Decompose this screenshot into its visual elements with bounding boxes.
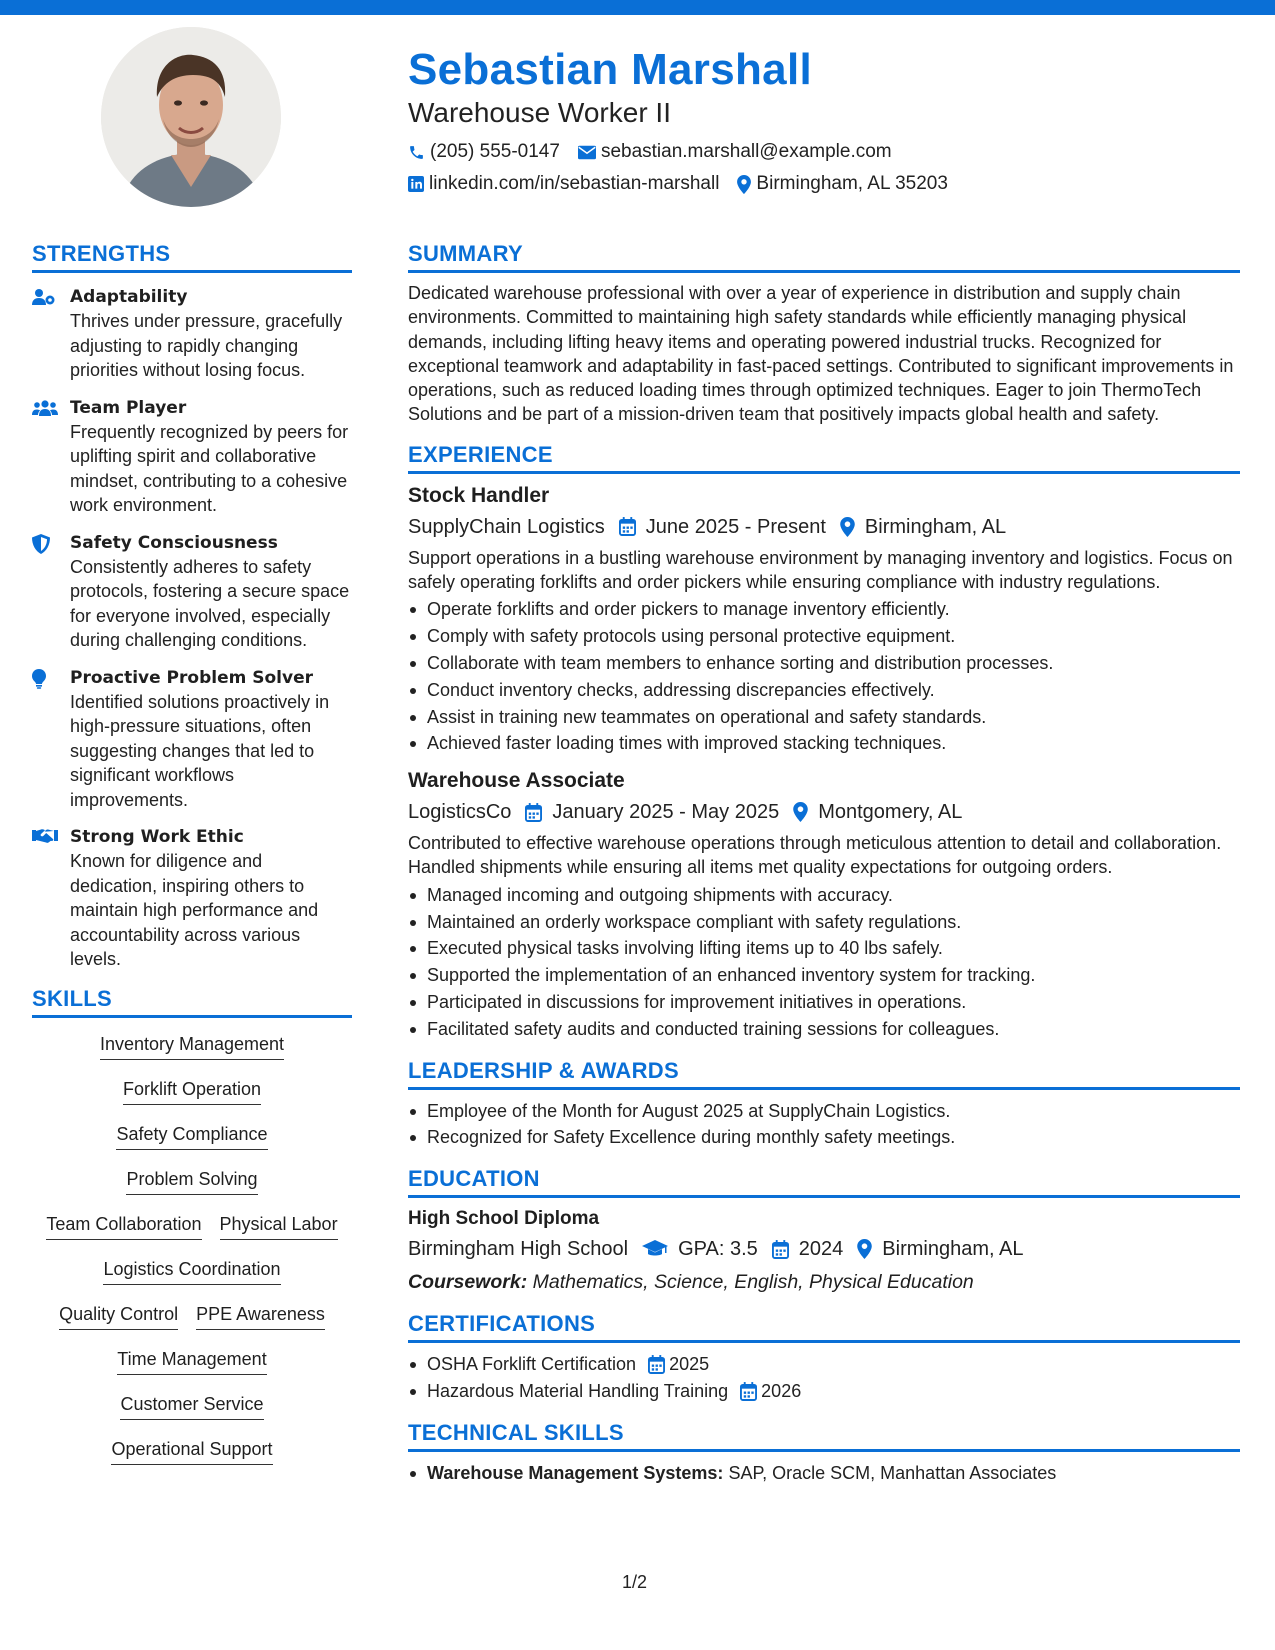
tech-skill-label: Warehouse Management Systems: xyxy=(427,1462,724,1483)
linkedin-contact[interactable] xyxy=(408,173,719,195)
awards-heading: LEADERSHIP & AWARDS xyxy=(408,1057,1240,1090)
linkedin-text: linkedin.com/in/sebastian-marshall xyxy=(429,173,720,194)
calendar-icon xyxy=(525,803,542,822)
education-meta xyxy=(408,1234,1240,1264)
certifications-list xyxy=(408,1351,1240,1405)
job-location-text: Birmingham, AL xyxy=(864,515,1007,538)
location-text: Birmingham, AL 35203 xyxy=(756,173,948,194)
users-icon xyxy=(32,396,70,518)
job-position: Warehouse Associate xyxy=(408,769,625,793)
technical-skills-heading: TECHNICAL SKILLS xyxy=(408,1419,1240,1452)
experience-heading: EXPERIENCE xyxy=(408,441,1240,474)
list-item: Assist in training new teammates on operational and safety standards. xyxy=(408,704,1240,731)
coursework-text: Mathematics, Science, English, Physical Education xyxy=(532,1271,974,1294)
strength-title: Safety Consciousness xyxy=(70,532,278,553)
skill-tag: Customer Service xyxy=(120,1392,263,1420)
calendar-icon xyxy=(772,1240,789,1259)
awards-list xyxy=(408,1098,1240,1152)
strength-title: Adaptability xyxy=(70,287,188,307)
skill-tag: Physical Labor xyxy=(220,1212,338,1240)
location-contact xyxy=(737,173,948,195)
phone-icon xyxy=(408,144,425,161)
contact-row-2 xyxy=(408,168,1248,200)
job-dates xyxy=(619,512,826,542)
strength-description: Identified solutions proactively in high-pressure situations, often suggesting changes that led to significant workflows improvements. xyxy=(70,691,330,810)
skill-tag: Team Collaboration xyxy=(46,1212,201,1240)
skills-list xyxy=(32,1026,352,1482)
summary-text: Dedicated warehouse professional with over a year of experience in distribution and supply chain environments. Committed to maintaining high safety standards while efficiently managing physical demands, including lifting heavy items and operating powered industrial trucks. Recognized for exceptional teamwork and adaptability in fast-paced settings. Contributed to significant improvements in operations, such as reduced loading times through optimized techniques. Eager to join ThermoTech Solutions and be part of a mission-driven team that positively impacts global health and safety. xyxy=(408,283,1234,425)
strength-item xyxy=(32,396,352,518)
right-column xyxy=(408,240,1240,1501)
job-position: Stock Handler xyxy=(408,483,550,507)
edu-year-text: 2024 xyxy=(798,1238,844,1261)
job-entry xyxy=(408,482,1240,757)
technical-skills-list xyxy=(408,1460,1240,1487)
strength-title: Proactive Problem Solver xyxy=(70,667,313,688)
tech-skill-value: SAP, Oracle SCM, Manhattan Associates xyxy=(728,1462,1057,1483)
skill-tag: Quality Control xyxy=(59,1302,178,1330)
list-item xyxy=(408,1460,1240,1487)
list-item: Supported the implementation of an enhanced inventory system for tracking. xyxy=(408,962,1240,989)
certifications-section xyxy=(408,1310,1240,1405)
skill-row xyxy=(32,1257,352,1302)
map-pin-icon xyxy=(793,802,808,822)
experience-section xyxy=(408,441,1240,1043)
edu-location-text: Birmingham, AL xyxy=(882,1238,1024,1261)
job-location xyxy=(793,797,962,827)
strengths-list xyxy=(32,281,352,972)
skill-tag: Logistics Coordination xyxy=(103,1257,280,1285)
awards-section xyxy=(408,1057,1240,1152)
phone-contact[interactable] xyxy=(408,141,560,163)
degree-title: High School Diploma xyxy=(408,1208,600,1230)
job-location-text: Montgomery, AL xyxy=(818,801,963,824)
strength-item xyxy=(32,285,352,383)
certifications-heading: CERTIFICATIONS xyxy=(408,1310,1240,1343)
edu-year-item xyxy=(772,1234,844,1264)
list-item: Facilitated safety audits and conducted training sessions for colleagues. xyxy=(408,1016,1240,1043)
list-item: Executed physical tasks involving lifting items up to 40 lbs safely. xyxy=(408,935,1240,962)
summary-heading: SUMMARY xyxy=(408,240,1240,273)
map-pin-icon xyxy=(857,1239,872,1259)
email-contact[interactable] xyxy=(578,141,892,163)
calendar-icon xyxy=(648,1355,665,1374)
strength-body xyxy=(70,531,352,653)
list-item: Managed incoming and outgoing shipments with accuracy. xyxy=(408,882,1240,909)
cert-entry xyxy=(427,1378,1240,1405)
cert-name: OSHA Forklift Certification xyxy=(427,1354,637,1375)
skill-tag: Problem Solving xyxy=(126,1167,257,1195)
company-name: LogisticsCo xyxy=(408,801,512,824)
skill-tag: PPE Awareness xyxy=(196,1302,325,1330)
skills-heading: SKILLS xyxy=(32,985,352,1018)
candidate-name: Sebastian Marshall xyxy=(408,45,812,94)
list-item xyxy=(408,1378,1240,1405)
resume-header xyxy=(408,42,1248,200)
list-item: Comply with safety protocols using personal protective equipment. xyxy=(408,623,1240,650)
skill-row xyxy=(32,1122,352,1167)
strength-description: Consistently adheres to safety protocols, fostering a secure space for everyone involved, especially during challenging conditions. xyxy=(70,556,350,650)
strength-body xyxy=(70,666,352,813)
skill-tag: Forklift Operation xyxy=(123,1077,261,1105)
skill-tag: Time Management xyxy=(117,1347,266,1375)
strength-title: Team Player xyxy=(70,397,187,418)
summary-section xyxy=(408,240,1240,427)
cert-name: Hazardous Material Handling Training xyxy=(427,1380,729,1401)
cert-entry xyxy=(427,1351,1240,1378)
job-bullets xyxy=(408,596,1240,757)
job-dates-text: June 2025 - Present xyxy=(645,515,826,538)
gpa-text: GPA: 3.5 xyxy=(678,1238,758,1261)
list-item: Recognized for Safety Excellence during monthly safety meetings. xyxy=(408,1124,1240,1151)
coursework-label: Coursework: xyxy=(408,1271,528,1294)
strength-item xyxy=(32,825,352,972)
education-section xyxy=(408,1165,1240,1296)
envelope-icon xyxy=(578,145,596,160)
skill-row xyxy=(32,1032,352,1077)
skill-row xyxy=(32,1212,352,1257)
gpa-item xyxy=(642,1234,758,1264)
job-entry xyxy=(408,767,1240,1042)
education-heading: EDUCATION xyxy=(408,1165,1240,1198)
shield-icon xyxy=(32,531,70,653)
left-column xyxy=(32,240,352,1482)
strength-body xyxy=(70,825,352,972)
list-item: Operate forklifts and order pickers to manage inventory efficiently. xyxy=(408,596,1240,623)
list-item: Collaborate with team members to enhance sorting and distribution processes. xyxy=(408,650,1240,677)
skill-tag: Operational Support xyxy=(111,1437,272,1465)
skill-tag: Safety Compliance xyxy=(116,1122,267,1150)
jobs-list xyxy=(408,482,1240,1043)
strength-description: Frequently recognized by peers for uplifting spirit and collaborative mindset, contributing to a cohesive work environment. xyxy=(70,421,349,515)
job-meta xyxy=(408,512,1240,542)
handshake-icon xyxy=(32,825,70,972)
contact-row-1 xyxy=(408,136,1248,168)
skill-row xyxy=(32,1392,352,1437)
cert-year: 2025 xyxy=(669,1354,710,1375)
skill-row xyxy=(32,1167,352,1212)
profile-photo xyxy=(101,27,281,207)
list-item: Employee of the Month for August 2025 at SupplyChain Logistics. xyxy=(408,1098,1240,1125)
skill-row xyxy=(32,1347,352,1392)
strength-title: Strong Work Ethic xyxy=(70,827,244,847)
strength-description: Thrives under pressure, gracefully adjusting to rapidly changing priorities without losing focus. xyxy=(70,311,343,380)
strength-item xyxy=(32,531,352,653)
linkedin-icon xyxy=(408,176,424,192)
coursework-line xyxy=(408,1268,1240,1296)
strength-body xyxy=(70,396,352,518)
top-accent-bar xyxy=(0,0,1275,15)
strength-item xyxy=(32,666,352,813)
strengths-heading: STRENGTHS xyxy=(32,240,352,273)
edu-location-item xyxy=(857,1234,1023,1264)
list-item: Conduct inventory checks, addressing discrepancies effectively. xyxy=(408,677,1240,704)
phone-text: (205) 555-0147 xyxy=(430,141,560,162)
email-text: sebastian.marshall@example.com xyxy=(600,141,892,162)
job-dates-text: January 2025 - May 2025 xyxy=(552,801,780,824)
user-gear-icon xyxy=(32,285,70,383)
map-pin-icon xyxy=(737,175,751,194)
calendar-icon xyxy=(619,517,636,536)
graduation-cap-icon xyxy=(642,1240,668,1258)
company-name: SupplyChain Logistics xyxy=(408,515,605,538)
job-description: Support operations in a bustling warehouse environment by managing inventory and logistics. Focus on safely operating forklifts and order pickers while ensuring compliance with industry regulations. xyxy=(408,547,1233,593)
technical-skills-section xyxy=(408,1419,1240,1487)
lightbulb-icon xyxy=(32,666,70,813)
page-indicator: 1/2 xyxy=(622,1572,648,1592)
skill-row xyxy=(32,1437,352,1482)
list-item: Participated in discussions for improvement initiatives in operations. xyxy=(408,989,1240,1016)
map-pin-icon xyxy=(840,517,855,537)
list-item: Maintained an orderly workspace compliant with safety regulations. xyxy=(408,909,1240,936)
skill-tag: Inventory Management xyxy=(100,1032,284,1060)
job-description: Contributed to effective warehouse operations through meticulous attention to detail and collaboration. Handled shipments while ensuring all items met quality expectations for outgoing orders. xyxy=(408,833,1222,878)
strength-description: Known for diligence and dedication, inspiring others to maintain high performance and accountability across various levels. xyxy=(70,851,319,969)
job-dates xyxy=(525,797,779,827)
list-item: Achieved faster loading times with improved stacking techniques. xyxy=(408,730,1240,757)
job-bullets xyxy=(408,882,1240,1043)
strength-body xyxy=(70,285,352,383)
school-name: Birmingham High School xyxy=(408,1238,629,1261)
cert-year: 2026 xyxy=(761,1380,802,1401)
calendar-icon xyxy=(740,1382,757,1401)
list-item xyxy=(408,1351,1240,1378)
skill-row xyxy=(32,1302,352,1347)
job-meta xyxy=(408,797,1240,827)
skill-row xyxy=(32,1077,352,1122)
job-title: Warehouse Worker II xyxy=(408,97,671,128)
job-location xyxy=(840,512,1006,542)
